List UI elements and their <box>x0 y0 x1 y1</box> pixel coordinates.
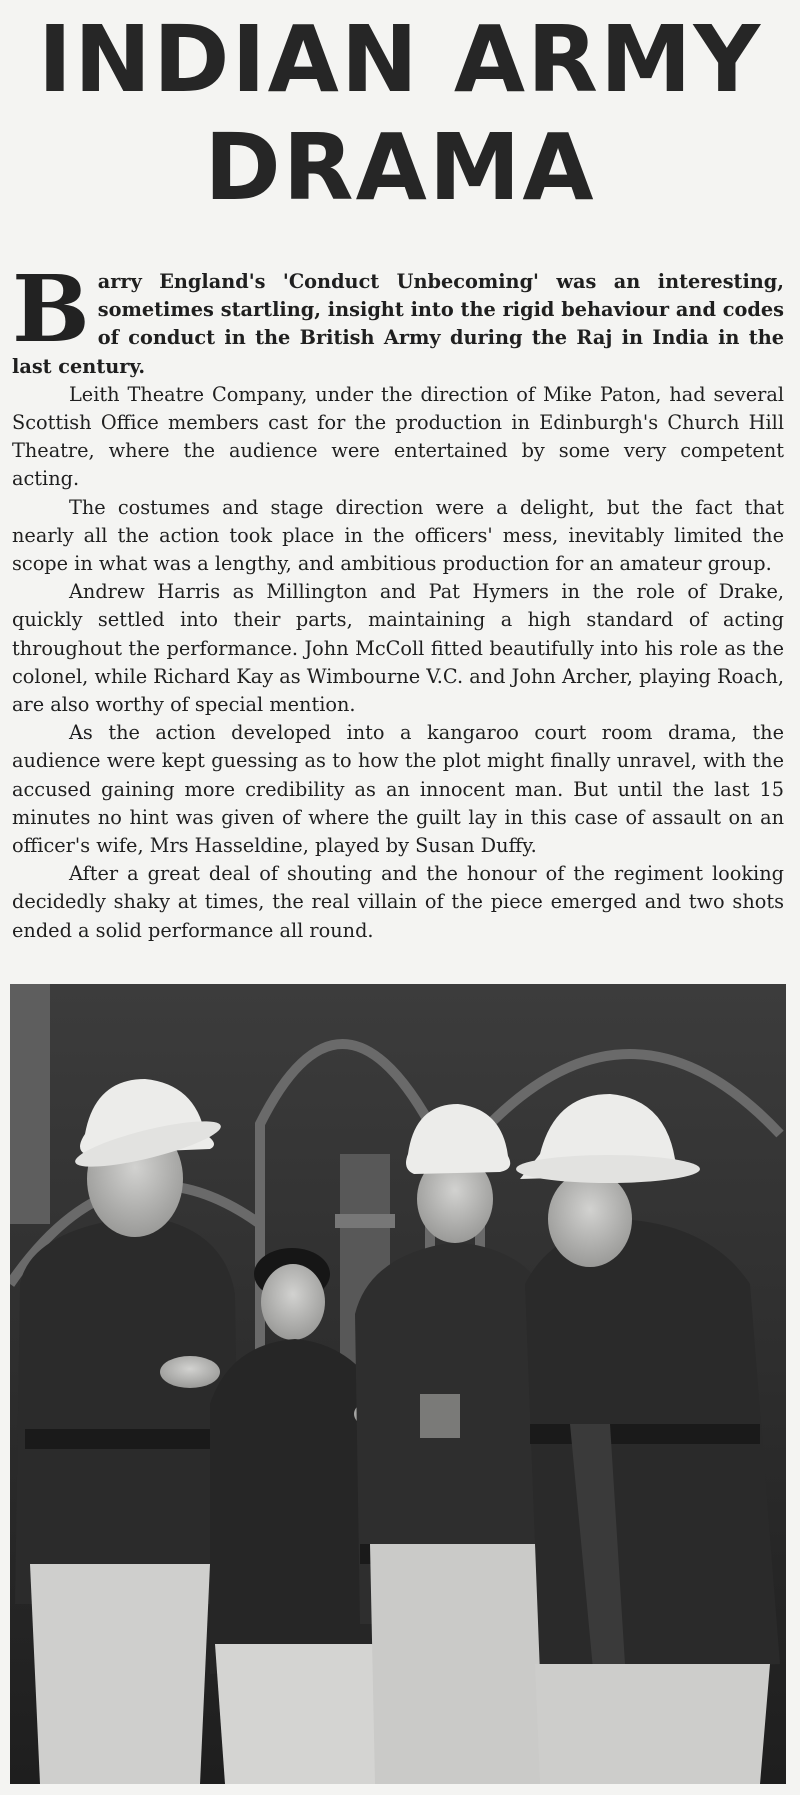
drop-cap: B <box>12 255 90 363</box>
lead-paragraph <box>12 255 784 381</box>
body-paragraph-5: After a great deal of shouting and the honour of the regiment looking decidedly shaky at times, the real villain of the piece emerged and two shots ended a solid performance all round. <box>12 862 784 942</box>
pillar-capital <box>335 1214 395 1228</box>
article-body <box>12 255 784 945</box>
body-paragraph-3: Andrew Harris as Millington and Pat Hymers in the role of Drake, quickly settled into their parts, maintaining a high standard of acting throughout the performance. John McColl fitted beautifully into his role as the colonel, while Richard Kay as Wimbourne V.C. and John Archer, playing Roach, are also worthy of special mention. <box>12 580 784 717</box>
flag <box>10 984 50 1224</box>
headline-line-2: DRAMA <box>204 114 596 221</box>
body-paragraph-4: As the action developed into a kangaroo court room drama, the audience were kept guessing as to how the plot might finally unravel, with the accused gaining more credibility as an innocent man. But until the last 15 minutes no hint was given of where the guilt lay in this case of assault on an officer's wife, Mrs Hasseldine, played by Susan Duffy. <box>12 721 784 858</box>
headline-line-1: INDIAN ARMY <box>37 6 763 113</box>
cast-photo-illustration <box>10 984 786 1784</box>
cast-photo <box>10 984 786 1784</box>
article-headline <box>0 6 800 222</box>
body-paragraph-2: The costumes and stage direction were a delight, but the fact that nearly all the action took place in the officers' mess, inevitably limited the scope in what was a lengthy, and ambitious production for an amateur group. <box>12 495 784 576</box>
lead-text: arry England's 'Conduct Unbecoming' was an interesting, sometimes startling, insight into the rigid behaviour and codes of conduct in the British Army during the Raj in India in the last century. <box>12 270 784 378</box>
body-paragraph-1: Leith Theatre Company, under the direction of Mike Paton, had several Scottish Office members cast for the production in Edinburgh's Church Hill Theatre, where the audience were entertained by some very competent acting. <box>12 382 784 491</box>
